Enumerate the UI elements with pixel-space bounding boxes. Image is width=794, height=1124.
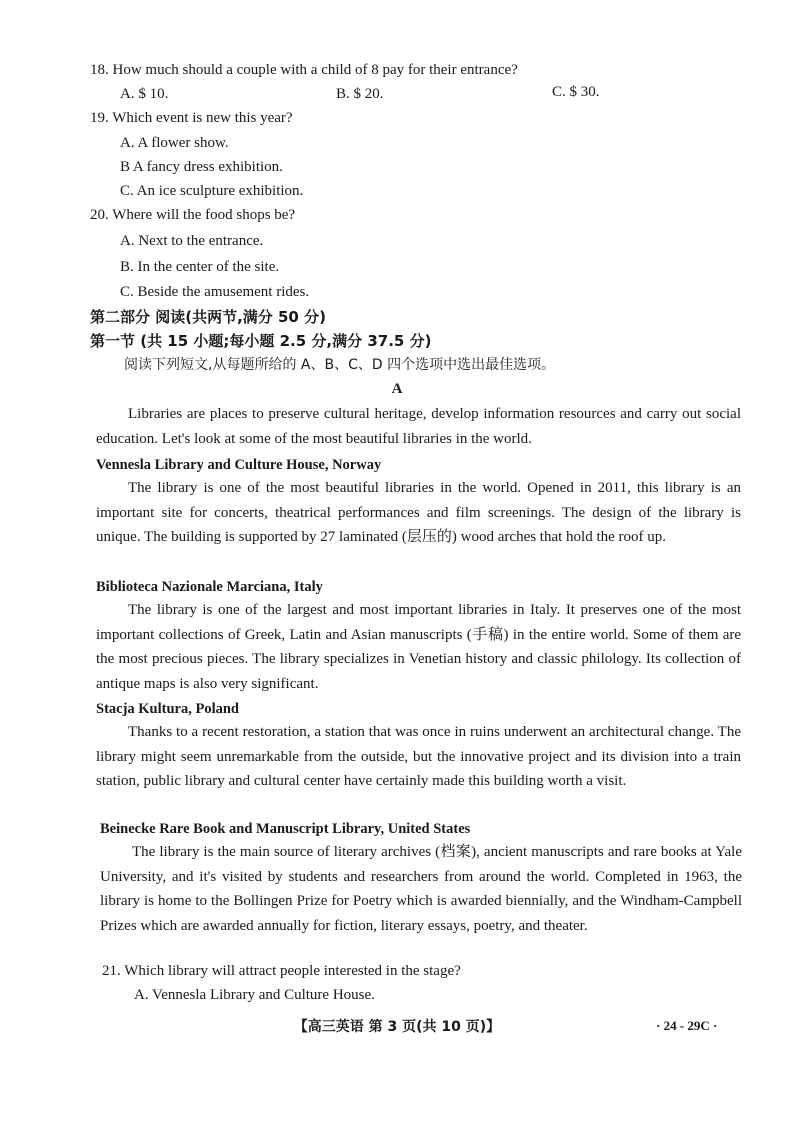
question-18-stem: 18. How much should a couple with a child of 8 pay for their entrance? — [90, 62, 518, 78]
library-heading-vennesla: Vennesla Library and Culture House, Norway — [96, 457, 382, 473]
question-19-option-c: C. An ice sculpture exhibition. — [120, 183, 304, 199]
question-19-stem: 19. Which event is new this year? — [90, 110, 293, 126]
question-20-option-a: A. Next to the entrance. — [120, 233, 264, 249]
question-20-stem: 20. Where will the food shops be? — [90, 207, 296, 223]
question-18-option-a: A. $ 10. — [120, 86, 169, 102]
library-text-beinecke: The library is the main source of literary archives (档案), ancient manuscripts and rare books at Yale University, and it's visited by students and researchers from around the world. Completed in 1963, the library is home to the Bollingen Prize for Poetry which is awarded biennially, and the Windham-Campbell Prizes which are awarded annually for fiction, literary essays, poetry, and theater. — [100, 844, 742, 934]
page-footer: 【高三英语 第 3 页(共 10 页)】 — [293, 1019, 501, 1035]
question-18-option-b: B. $ 20. — [336, 86, 384, 102]
question-19-option-a: A. A flower show. — [120, 135, 229, 151]
library-heading-marciana: Biblioteca Nazionale Marciana, Italy — [96, 579, 323, 595]
exam-code: · 24 - 29C · — [656, 1018, 718, 1033]
library-text-vennesla: The library is one of the most beautiful libraries in the world. Opened in 2011, this library is an important site for concerts, theatrical performances and film screenings. The design of the library is unique. The building is supported by 27 laminated (层压的) wood arches that hold the roof up. — [96, 480, 741, 545]
section-one-title: 第一节 (共 15 小题;每小题 2.5 分,满分 37.5 分) — [90, 332, 432, 350]
library-text-marciana: The library is one of the largest and most important libraries in Italy. It preserves one of the most important collections of Greek, Latin and Asian manuscripts (手稿) in the entire world. Some of them are the most precious pieces. The library specializes in Venetian history and classic philology. Its collection of antique maps is also very significant. — [96, 602, 741, 692]
question-19-option-b: B A fancy dress exhibition. — [120, 159, 283, 175]
passage-label: A — [391, 381, 403, 397]
question-20-option-b: B. In the center of the site. — [120, 259, 280, 275]
question-21-option-a: A. Vennesla Library and Culture House. — [134, 987, 375, 1003]
question-18-option-c: C. $ 30. — [552, 84, 600, 100]
question-21-stem: 21. Which library will attract people interested in the stage? — [102, 963, 461, 979]
part-two-title: 第二部分 阅读(共两节,满分 50 分) — [90, 308, 326, 326]
question-20-option-c: C. Beside the amusement rides. — [120, 284, 310, 300]
library-text-stacja: Thanks to a recent restoration, a station that was once in ruins underwent an architectural change. The library might seem unremarkable from the outside, but the innovative project and its division into a train station, public library and cultural center have certainly made this building worth a visit. — [96, 724, 741, 789]
library-heading-stacja: Stacja Kultura, Poland — [96, 701, 239, 717]
library-heading-beinecke: Beinecke Rare Book and Manuscript Library, United States — [100, 821, 471, 837]
passage-intro: Libraries are places to preserve cultural heritage, develop information resources and carry out social education. Let's look at some of the most beautiful libraries in the world. — [96, 406, 741, 447]
reading-instruction: 阅读下列短文,从每题所给的 A、B、C、D 四个选项中选出最佳选项。 — [124, 357, 556, 373]
